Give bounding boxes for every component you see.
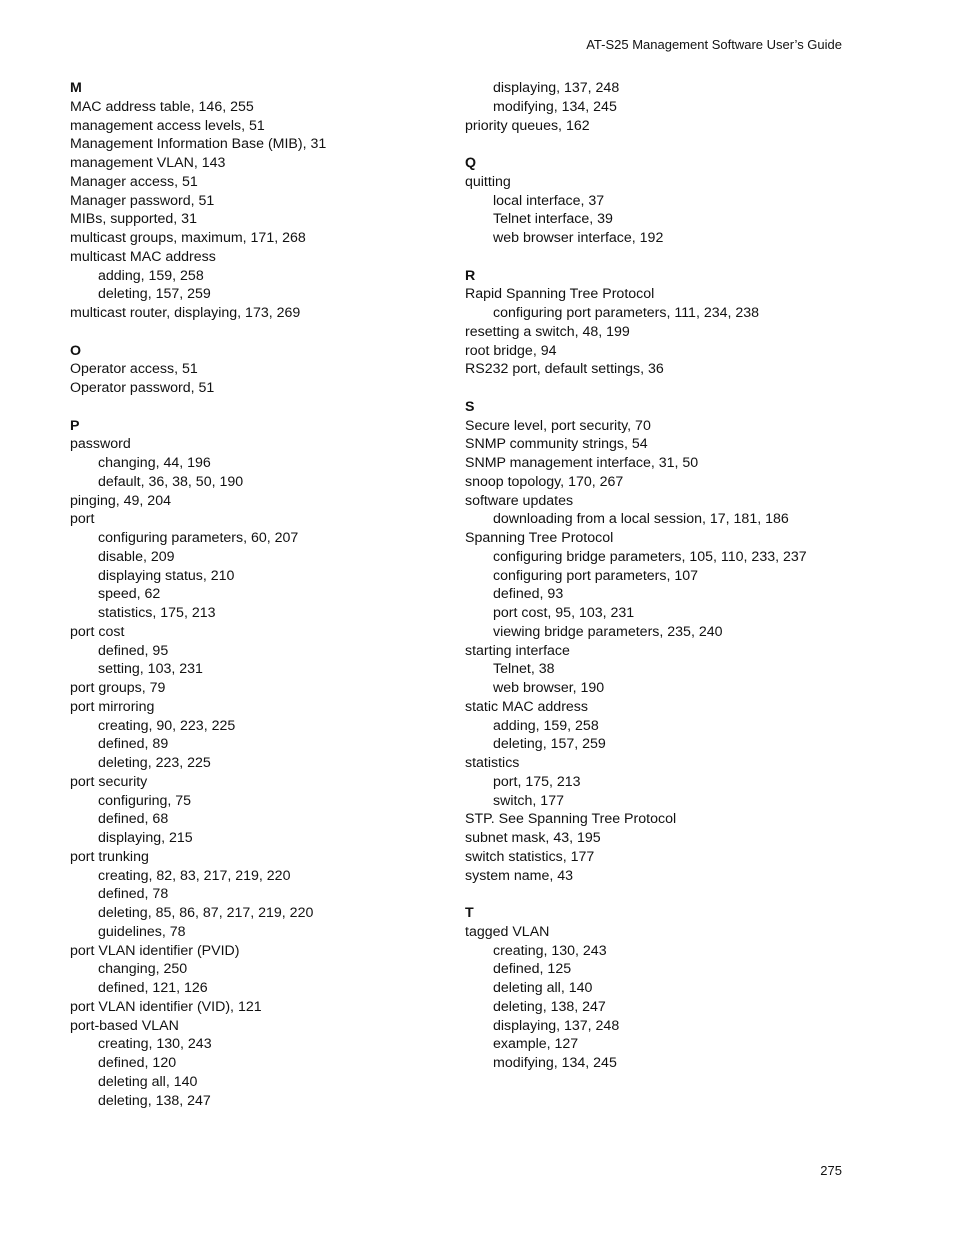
- index-column-right: [465, 79, 865, 1073]
- index-entry: SNMP management interface, 31, 50: [465, 455, 699, 471]
- index-entry: password: [70, 436, 131, 453]
- index-letter-heading: Q: [465, 155, 477, 171]
- page-number: 275: [820, 1163, 842, 1178]
- index-subentry: Telnet interface, 39: [493, 211, 613, 228]
- index-entry: starting interface: [465, 642, 570, 659]
- index-subentry: configuring port parameters, 107: [493, 567, 699, 584]
- index-subentry: creating, 82, 83, 217, 219, 220: [98, 867, 291, 884]
- index-subentry: deleting, 157, 259: [493, 736, 606, 753]
- index-subentry: deleting, 157, 259: [98, 286, 211, 303]
- index-subentry: configuring port parameters, 111, 234, 238: [493, 305, 760, 321]
- index-subentry: port, 175, 213: [493, 773, 581, 790]
- index-entry: Manager password, 51: [70, 192, 215, 209]
- index-subentry: defined, 78: [98, 886, 169, 903]
- index-subentry: statistics, 175, 213: [98, 605, 216, 621]
- index-entry: software updates: [465, 492, 574, 509]
- index-subentry: switch, 177: [493, 792, 564, 809]
- index-subentry: deleting all, 140: [98, 1073, 198, 1090]
- index-subentry: modifying, 134, 245: [493, 1055, 617, 1071]
- index-entry: MAC address table, 146, 255: [70, 98, 254, 115]
- index-subentry: example, 127: [493, 1036, 579, 1053]
- index-subentry: configuring parameters, 60, 207: [98, 530, 299, 546]
- index-entry: MIBs, supported, 31: [70, 211, 197, 228]
- index-subentry: modifying, 134, 245: [493, 98, 617, 115]
- index-column-left: [70, 79, 440, 1110]
- index-subentry: creating, 130, 243: [493, 942, 607, 959]
- index-entry: management VLAN, 143: [70, 155, 226, 171]
- index-subentry: deleting all, 140: [493, 980, 593, 996]
- index-subentry: Telnet, 38: [493, 661, 555, 678]
- index-spacer: [465, 248, 865, 267]
- index-subentry: speed, 62: [98, 586, 161, 603]
- index-entry: quitting: [465, 173, 511, 190]
- index-subentry: changing, 250: [98, 961, 188, 978]
- index-subentry: defined, 121, 126: [98, 980, 208, 996]
- index-subentry: configuring bridge parameters, 105, 110, 233, 237: [493, 548, 807, 565]
- index-subentry: defined, 125: [493, 961, 572, 978]
- index-entry: port VLAN identifier (VID), 121: [70, 998, 262, 1015]
- index-subentry: web browser, 190: [493, 680, 605, 696]
- index-entry: snoop topology, 170, 267: [465, 473, 624, 490]
- index-entry: switch statistics, 177: [465, 848, 595, 865]
- index-subentry: defined, 89: [98, 736, 169, 753]
- index-subentry: adding, 159, 258: [493, 717, 599, 734]
- index-subentry: adding, 159, 258: [98, 267, 204, 284]
- index-entry: port security: [70, 773, 148, 790]
- index-subentry: creating, 130, 243: [98, 1036, 212, 1053]
- index-letter-heading: P: [70, 417, 80, 434]
- index-subentry: default, 36, 38, 50, 190: [98, 473, 244, 490]
- index-entry: Secure level, port security, 70: [465, 417, 651, 434]
- index-entry: pinging, 49, 204: [70, 492, 171, 509]
- index-entry: priority queues, 162: [465, 117, 590, 134]
- index-subentry: local interface, 37: [493, 192, 605, 209]
- index-entry: STP. See Spanning Tree Protocol: [465, 811, 677, 828]
- index-entry: static MAC address: [465, 698, 588, 715]
- index-entry: port cost: [70, 623, 125, 640]
- index-entry: multicast router, displaying, 173, 269: [70, 305, 301, 321]
- index-entry: RS232 port, default settings, 36: [465, 361, 664, 378]
- index-entry: port mirroring: [70, 698, 155, 715]
- index-subentry: guidelines, 78: [98, 923, 186, 940]
- index-entry: subnet mask, 43, 195: [465, 830, 601, 846]
- index-subentry: displaying, 137, 248: [493, 80, 620, 96]
- index-entry: Operator access, 51: [70, 361, 198, 378]
- index-subentry: port cost, 95, 103, 231: [493, 605, 635, 621]
- index-entry: system name, 43: [465, 867, 574, 884]
- index-subentry: configuring, 75: [98, 792, 192, 809]
- index-subentry: deleting, 85, 86, 87, 217, 219, 220: [98, 905, 314, 921]
- index-letter-heading: S: [465, 398, 475, 415]
- index-subentry: deleting, 138, 247: [98, 1092, 211, 1109]
- index-letter-heading: O: [70, 342, 82, 359]
- index-entry: multicast groups, maximum, 171, 268: [70, 230, 306, 246]
- index-entry: SNMP community strings, 54: [465, 436, 648, 453]
- index-subentry: deleting, 223, 225: [98, 755, 211, 771]
- index-entry: management access levels, 51: [70, 117, 265, 134]
- index-spacer: [465, 379, 865, 398]
- index-entry: port trunking: [70, 848, 149, 865]
- index-spacer: [465, 885, 865, 904]
- index-spacer: [70, 398, 440, 417]
- index-subentry: defined, 93: [493, 586, 564, 603]
- index-entry: port groups, 79: [70, 680, 166, 696]
- index-entry: Spanning Tree Protocol: [465, 530, 614, 546]
- index-entry: tagged VLAN: [465, 923, 550, 940]
- index-entry: root bridge, 94: [465, 342, 557, 359]
- index-subentry: deleting, 138, 247: [493, 998, 606, 1015]
- index-letter-heading: M: [70, 80, 82, 96]
- index-subentry: changing, 44, 196: [98, 455, 211, 471]
- index-letter-heading: R: [465, 267, 476, 284]
- index-subentry: web browser interface, 192: [493, 230, 664, 246]
- index-subentry: displaying, 137, 248: [493, 1017, 620, 1034]
- index-entry: multicast MAC address: [70, 248, 216, 265]
- index-entry: resetting a switch, 48, 199: [465, 323, 630, 340]
- index-entry: statistics: [465, 755, 520, 771]
- index-entry: port VLAN identifier (PVID): [70, 942, 240, 959]
- index-entry: Operator password, 51: [70, 380, 215, 396]
- index-subentry: defined, 95: [98, 642, 169, 659]
- index-letter-heading: T: [465, 905, 474, 921]
- index-entry: port: [70, 511, 95, 528]
- index-subentry: defined, 120: [98, 1055, 177, 1071]
- index-subentry: setting, 103, 231: [98, 661, 203, 678]
- index-subentry: displaying, 215: [98, 830, 193, 846]
- index-entry: Manager access, 51: [70, 173, 198, 190]
- index-subentry: viewing bridge parameters, 235, 240: [493, 623, 723, 640]
- index-spacer: [465, 135, 865, 154]
- index-subentry: defined, 68: [98, 811, 169, 828]
- index-spacer: [70, 323, 440, 342]
- index-subentry: disable, 209: [98, 548, 175, 565]
- index-entry: port-based VLAN: [70, 1017, 179, 1034]
- running-header: AT-S25 Management Software User’s Guide: [586, 37, 842, 52]
- index-entry: Management Information Base (MIB), 31: [70, 136, 327, 153]
- index-subentry: downloading from a local session, 17, 181, 186: [493, 511, 789, 528]
- index-subentry: creating, 90, 223, 225: [98, 717, 236, 734]
- index-subentry: displaying status, 210: [98, 567, 235, 584]
- index-entry: Rapid Spanning Tree Protocol: [465, 286, 655, 303]
